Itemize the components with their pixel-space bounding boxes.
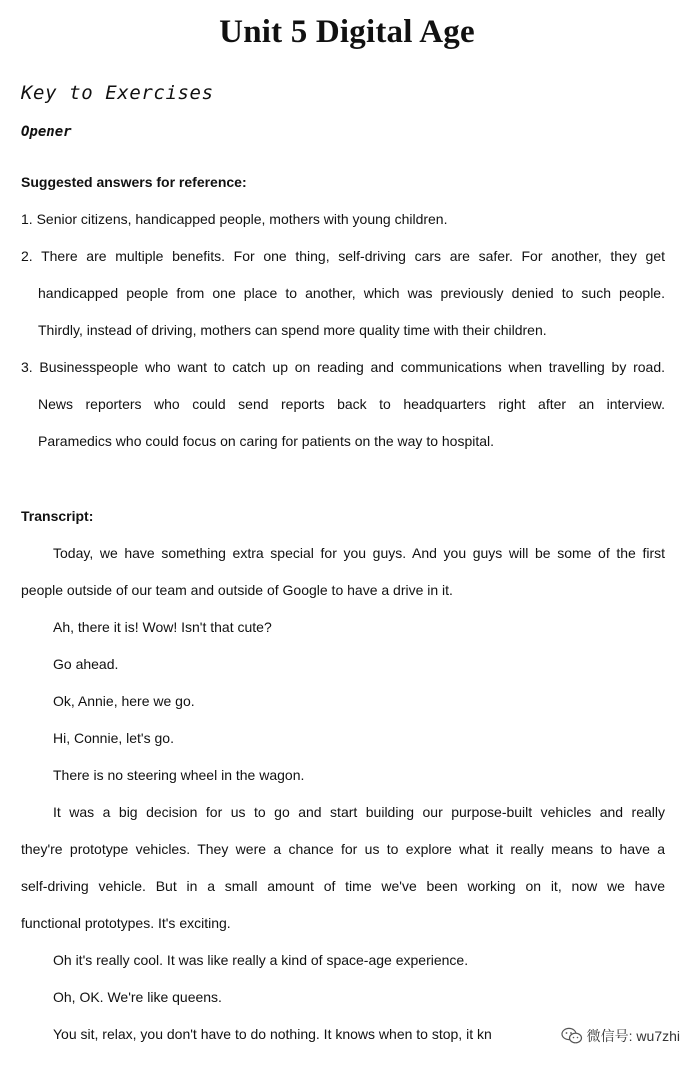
watermark-label: 微信号: wu7zhi [586,1028,680,1044]
transcript-line: Ok, Annie, here we go. [53,693,195,709]
transcript-line: There is no steering wheel in the wagon. [53,767,305,783]
key-heading: Key to Exercises [21,82,214,104]
answer-line: Paramedics who could focus on caring for patients on the way to hospital. [38,433,495,449]
transcript-line: It was a big decision for us to go and start building our purpose-built vehicles and really [53,804,665,820]
wechat-watermark [557,1024,682,1048]
answer-line: 3. Businesspeople who want to catch up on reading and communications when travelling by road. [21,359,665,375]
transcript-line: Hi, Connie, let's go. [53,730,174,746]
transcript-line: people outside of our team and outside of Google to have a drive in it. [21,582,453,598]
transcript-line: Ah, there it is! Wow! Isn't that cute? [53,619,272,635]
answer-line: 1. Senior citizens, handicapped people, mothers with young children. [21,211,448,227]
answer-line: 2. There are multiple benefits. For one thing, self-driving cars are safer. For another, they get [21,248,665,264]
transcript-line: self-driving vehicle. But in a small amount of time we've been working on it, now we have [21,878,665,894]
transcript-line: You sit, relax, you don't have to do nothing. It knows when to stop, it kn [53,1026,492,1042]
answer-line: News reporters who could send reports back to headquarters right after an interview. [38,396,665,412]
answer-line: handicapped people from one place to another, which was previously denied to such people. [38,285,665,301]
transcript-line: they're prototype vehicles. They were a chance for us to explore what it really means to have a [21,841,665,857]
transcript-line: Go ahead. [53,656,119,672]
transcript-heading: Transcript: [21,508,94,524]
transcript-line: functional prototypes. It's exciting. [21,915,231,931]
transcript-line: Today, we have something extra special for you guys. And you guys will be some of the first [53,545,665,561]
suggested-answers-heading: Suggested answers for reference: [21,174,247,190]
transcript-line: Oh it's really cool. It was like really a kind of space-age experience. [53,952,469,968]
page-title: Unit 5 Digital Age [219,14,475,50]
transcript-line: Oh, OK. We're like queens. [53,989,222,1005]
wechat-icon [561,1027,583,1045]
answer-line: Thirdly, instead of driving, mothers can spend more quality time with their children. [38,322,547,338]
section-heading-opener: Opener [21,124,72,140]
